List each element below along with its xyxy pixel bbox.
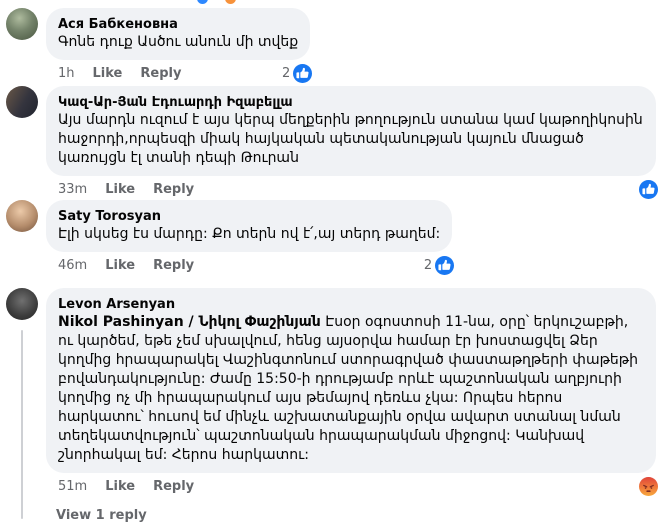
reaction-badge[interactable] [639,180,658,199]
comment-1 [6,8,657,82]
like-reaction-icon[interactable] [197,0,208,4]
author-name[interactable]: Saty Torosyan [58,209,162,224]
angry-face-icon [639,477,658,496]
like-button[interactable]: Like [105,479,136,494]
reply-button[interactable]: Reply [140,66,182,81]
comment-bubble [46,8,310,60]
reply-button[interactable]: Reply [153,182,195,197]
author-name[interactable]: Կազ-Ար-Յան Էդուարդի Իզաբելլա [58,95,293,110]
angry-reaction-icon[interactable] [225,0,236,4]
comment-3 [6,200,657,274]
mention-link[interactable]: Nikol Pashinyan / Նիկոլ Փաշինյան [58,314,321,330]
avatar[interactable] [6,288,38,320]
like-button[interactable]: Like [92,66,123,81]
comment-text [58,313,644,465]
comment-bubble [46,86,656,176]
comment-text: Գոնե դուք Ասծու անուն մի տվեք [58,34,299,50]
timestamp[interactable]: 33m [58,182,88,197]
comment-4 [6,288,657,495]
thumbs-up-icon [435,256,454,275]
reply-thread-line [21,330,23,519]
reaction-badge[interactable] [424,256,454,275]
avatar[interactable] [6,200,38,232]
avatar[interactable] [6,86,38,118]
thumbs-up-icon [639,180,658,199]
comment-bubble [46,288,656,473]
timestamp[interactable]: 1h [58,66,75,81]
reaction-badge[interactable] [639,477,658,496]
reaction-count: 2 [423,258,433,273]
comment-actions [58,66,657,82]
like-button[interactable]: Like [105,258,136,273]
reaction-badge[interactable] [282,64,312,83]
previous-comment-reactions [0,0,663,5]
thumbs-up-icon [293,64,312,83]
comment-actions [58,258,657,274]
comment-2 [6,86,657,198]
comment-text-body: Էսօր օգոստոսի 11-նա, օրը՝ երկուշաբթի, ու կարծեմ, եթե չեմ սխալվում, հենց այսօրվա համար էր խոստացվել Ձեր կողմից հրապարակել Վաշինգտոնում ստորագրված փաստաթղթերի փաթեթի բովանդակությունը: Ժամը 15:50-ի դրությամբ որևէ պաշտոնական աղբյուրի կողմից ոչ մի հրապարակում այս թեմայով դեռևս չկա: Որպես հերոս հարկատու՝ հուսով եմ մինչև աշխատանքային օրվա ավարտ ստանալ նման տեղեկատվություն՝ պաշտոնական հրապարակման միջոցով: Կանխավ շնորհակալ եմ: Հերոս հարկատու: [58,314,638,463]
reply-button[interactable]: Reply [153,258,195,273]
reply-button[interactable]: Reply [153,479,195,494]
comment-text: Էլի սկսեց էս մարդը: Քո տերն ով է՛,այ տերդ թաղեմ: [58,226,441,242]
view-replies-link[interactable]: View 1 reply [56,508,147,523]
timestamp[interactable]: 51m [58,479,88,494]
comment-actions [58,182,657,198]
author-name[interactable]: Levon Arsenyan [58,297,176,312]
reaction-count: 2 [281,66,291,81]
like-button[interactable]: Like [105,182,136,197]
comment-actions [58,479,657,495]
comment-text: Այս մարդն ուզում է այս կերպ մեղքերին թողություն ստանա կամ կաթողիկոսին հաջորդի,որպեսզի միակ հայկական պետականության կայուն մնացած կառույցն էլ տանի դեպի Թուրան [58,112,643,166]
timestamp[interactable]: 46m [58,258,88,273]
author-name[interactable]: Ася Бабкеновна [58,17,178,32]
avatar[interactable] [6,8,38,40]
comment-bubble [46,200,452,252]
